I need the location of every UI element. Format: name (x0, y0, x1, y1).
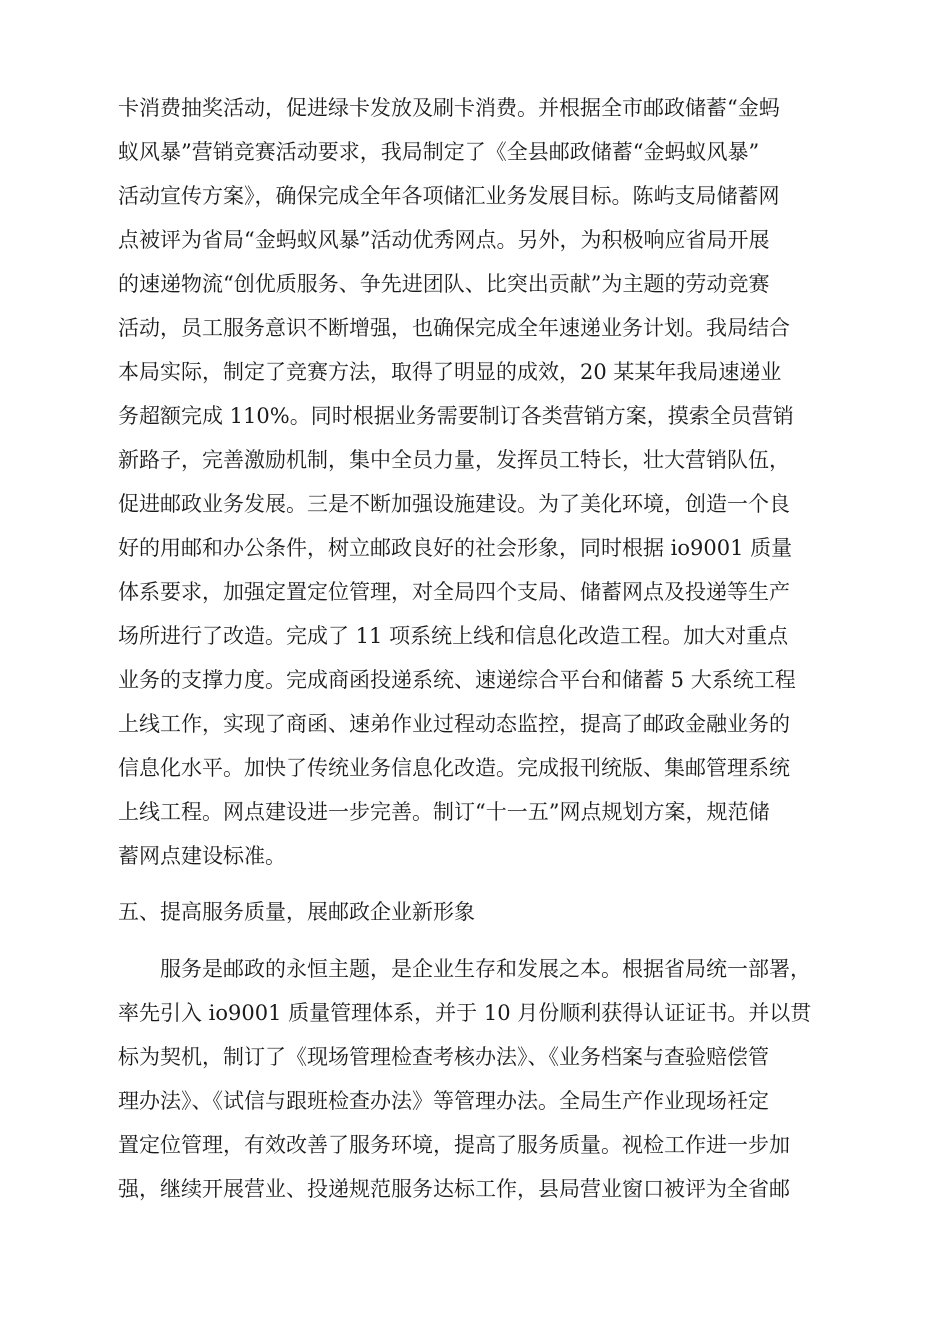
paragraph-1-line: 好的用邮和办公条件，树立邮政良好的社会形象，同时根据 io9001 质量 (118, 536, 793, 560)
paragraph-1-line: 新路子，完善激励机制，集中全员力量，发挥员工特长，壮大营销队伍， (118, 448, 790, 472)
paragraph-1-line: 的速递物流“创优质服务、争先进团队、比突出贡献”为主题的劳动竞赛 (118, 272, 770, 296)
paragraph-1-line: 本局实际，制定了竞赛方法，取得了明显的成效，20 某某年我局速递业 (118, 360, 782, 384)
paragraph-1-line: 场所进行了改造。完成了 11 项系统上线和信息化改造工程。加大对重点 (118, 624, 789, 648)
paragraph-1-line: 点被评为省局“金蚂蚁风暴”活动优秀网点。另外，为积极响应省局开展 (118, 228, 770, 252)
paragraph-1-line: 促进邮政业务发展。三是不断加强设施建设。为了美化环境，创造一个良 (118, 492, 790, 516)
paragraph-2-line: 服务是邮政的永恒主题，是企业生存和发展之本。根据省局统一部署， (160, 957, 811, 981)
section-heading: 五、提高服务质量，展邮政企业新形象 (118, 900, 475, 924)
paragraph-1-line: 上线工作，实现了商函、速弟作业过程动态监控，提高了邮政金融业务的 (118, 712, 790, 736)
paragraph-1-line: 信息化水平。加快了传统业务信息化改造。完成报刊统版、集邮管理系统 (118, 756, 790, 780)
paragraph-2-line: 率先引入 io9001 质量管理体系，并于 10 月份顺利获得认证证书。并以贯 (118, 1001, 812, 1025)
paragraph-1-line: 活动宣传方案》，确保完成全年各项储汇业务发展目标。陈屿支局储蓄网 (118, 184, 780, 208)
paragraph-2-line: 理办法》、《试信与跟班检查办法》等管理办法。全局生产作业现场衽定 (118, 1089, 769, 1113)
paragraph-1-line: 蓄网点建设标准。 (118, 844, 286, 868)
paragraph-1-line: 蚁风暴”营销竞赛活动要求，我局制定了《全县邮政储蓄“金蚂蚁风暴” (118, 140, 760, 164)
paragraph-1-line: 体系要求，加强定置定位管理，对全局四个支局、储蓄网点及投递等生产 (118, 580, 790, 604)
paragraph-1-line: 务超额完成 110%。同时根据业务需要制订各类营销方案，摸索全员营销 (118, 404, 794, 428)
paragraph-1-line: 业务的支撑力度。完成商函投递系统、速递综合平台和储蓄 5 大系统工程 (118, 668, 796, 692)
paragraph-1-line: 活动，员工服务意识不断增强，也确保完成全年速递业务计划。我局结合 (118, 316, 790, 340)
paragraph-2-line: 置定位管理，有效改善了服务环境，提高了服务质量。视检工作进一步加 (118, 1133, 790, 1157)
paragraph-2-line: 标为契机，制订了《现场管理检查考核办法》、《业务档案与查验赔偿管 (118, 1045, 769, 1069)
paragraph-1-line: 卡消费抽奖活动，促进绿卡发放及刷卡消费。并根据全市邮政储蓄“金蚂 (118, 96, 780, 120)
paragraph-2-line: 强，继续开展营业、投递规范服务达标工作，县局营业窗口被评为全省邮 (118, 1177, 790, 1201)
paragraph-1-line: 上线工程。网点建设进一步完善。制订“十一五”网点规划方案，规范储 (118, 800, 770, 824)
